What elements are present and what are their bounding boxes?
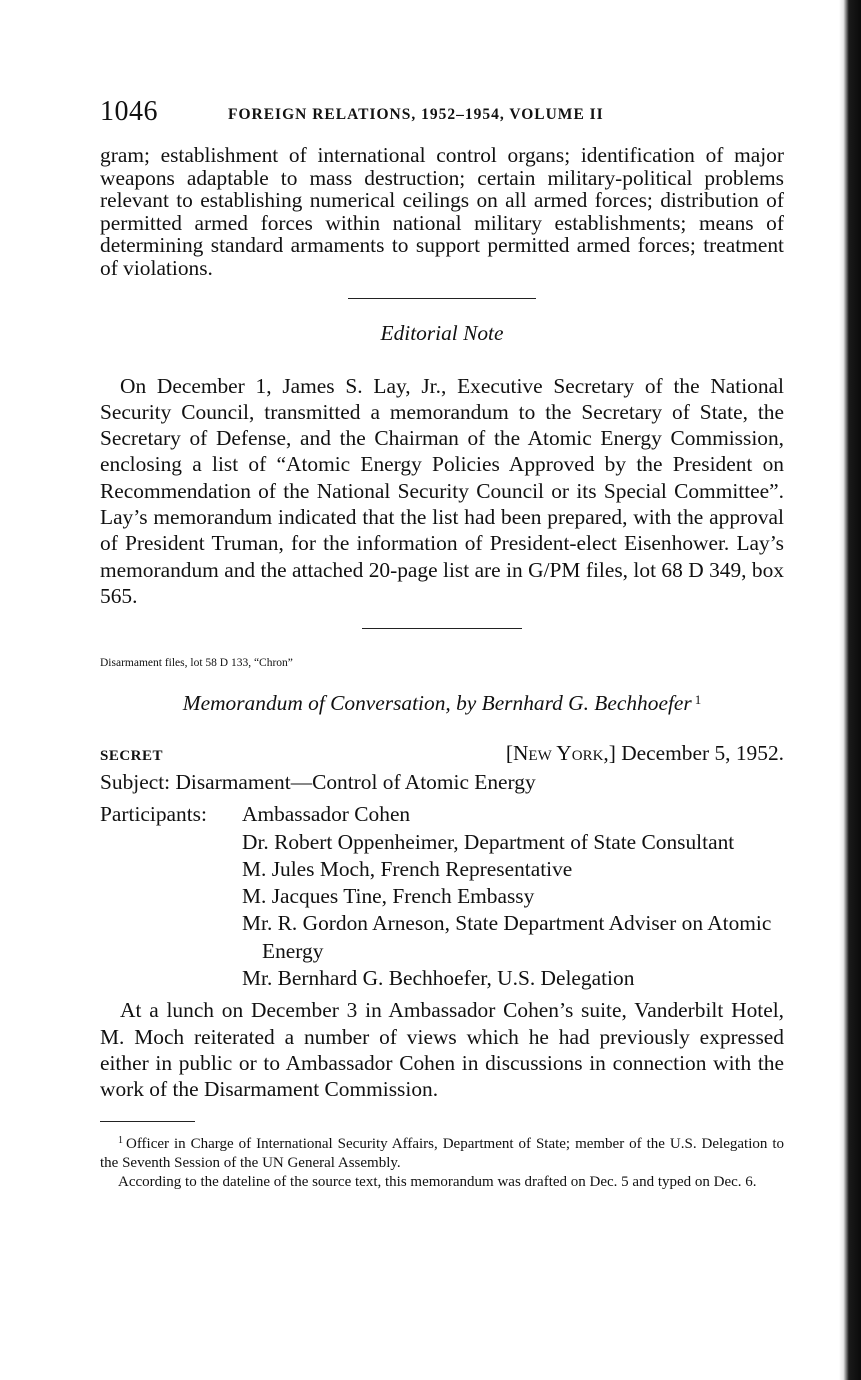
dateline-date: ] December 5, 1952. xyxy=(608,741,784,766)
participant-item: M. Jules Moch, French Representative xyxy=(242,856,573,881)
dateline: [New York,] December 5, 1952. xyxy=(505,741,784,766)
classification-label: SECRET xyxy=(100,748,164,765)
section-divider xyxy=(362,628,522,629)
subject-line: Subject: Disarmament—Control of Atomic Energy xyxy=(100,770,536,795)
participant-item: M. Jacques Tine, French Embassy xyxy=(242,884,535,909)
document-page xyxy=(100,96,784,1192)
participant-item: Ambassador Cohen xyxy=(242,802,411,827)
participants-list xyxy=(242,801,784,992)
footnote-1 xyxy=(100,1131,784,1173)
scan-edge-shadow xyxy=(839,0,861,1380)
participants-label: Participants: xyxy=(100,802,207,827)
page-number: 1046 xyxy=(100,96,158,127)
running-header xyxy=(100,96,784,130)
footnote-text: Officer in Charge of International Security Affairs, Department of State; member of the U.S. Delegation to the Seventh Session of the UN General Assembly. xyxy=(100,1135,784,1171)
memorandum-body: At a lunch on December 3 in Ambassador Cohen’s suite, Vanderbilt Hotel, M. Moch reiterated a number of views which he had previously expressed either in public or to Ambassador Cohen in discussions in connection with the work of the Disarmament Commission. xyxy=(100,998,784,1102)
document-title-text: Memorandum of Conversation, by Bernhard G. Bechhoefer xyxy=(182,691,692,716)
source-note: Disarmament files, lot 58 D 133, “Chron” xyxy=(100,657,293,670)
classification-dateline xyxy=(100,741,784,766)
footnote-divider xyxy=(100,1121,195,1122)
footnote-mark: 1 xyxy=(118,1134,123,1146)
section-divider xyxy=(348,298,536,299)
participant-item: Mr. R. Gordon Arneson, State Department Adviser on Atomic Energy xyxy=(242,911,772,963)
dateline-place: New York, xyxy=(512,741,609,766)
editorial-note-text: On December 1, James S. Lay, Jr., Executive Secretary of the National Security Council, transmitted a memorandum to the Secretary of State, the Secretary of Defense, and the Chairman of the Atomic Energy Commission, enclosing a list of “Atomic Energy Policies Approved by the President on Recommendation of the National Security Council or its Special Committee”. Lay’s memorandum indicated that the list had been prepared, with the approval of President Truman, for the information of President-elect Eisenhower. Lay’s memorandum and the attached 20-page list are in G/PM files, lot 68 D 349, box 565. xyxy=(100,373,784,608)
running-title: FOREIGN RELATIONS, 1952–1954, VOLUME II xyxy=(228,106,604,123)
participants-block xyxy=(100,801,784,992)
continued-paragraph: gram; establishment of international control organs; identification of major weapons adaptable to mass destruction; certain military-political problems relevant to establishing numerical ceilings on all armed forces; distribution of permitted armed forces within national military establishments; means of determining standard armaments to support permitted armed forces; treatment of violations. xyxy=(100,143,784,280)
footnote-drafting-note: According to the dateline of the source text, this memorandum was drafted on Dec. 5 and typed on Dec. 6. xyxy=(118,1173,757,1190)
footnote-reference: 1 xyxy=(694,692,702,708)
participant-item: Mr. Bernhard G. Bechhoefer, U.S. Delegation xyxy=(242,966,635,991)
participant-item: Dr. Robert Oppenheimer, Department of State Consultant xyxy=(242,829,735,854)
editorial-note-heading: Editorial Note xyxy=(380,320,504,345)
document-title xyxy=(100,691,784,716)
